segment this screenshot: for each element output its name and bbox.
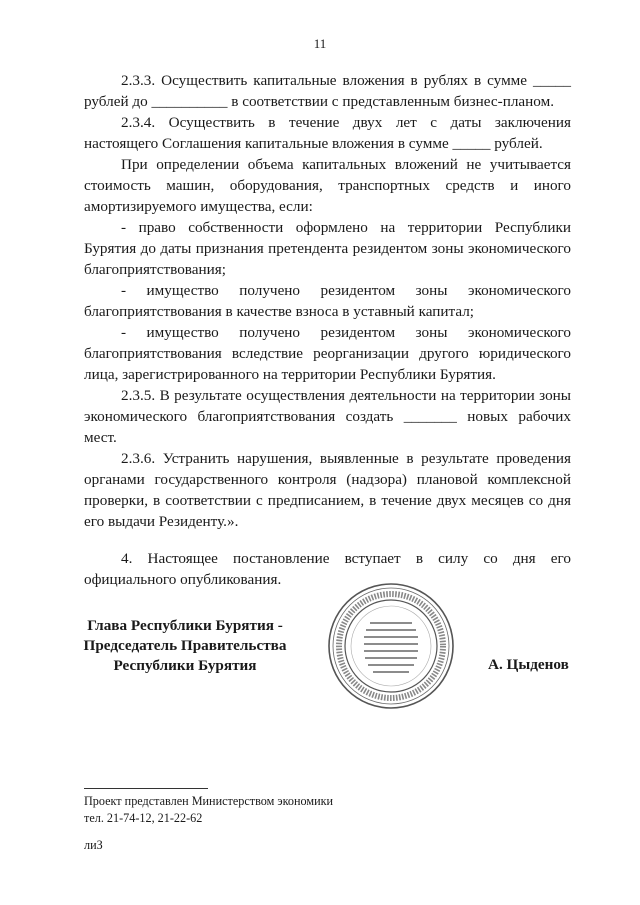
paragraph-exclusion-reorganization: - имущество получено резидентом зоны экономического благоприятствования вследствие реорганизации другого юридического лица, зарегистрированного на территории Республики Бурятия. bbox=[84, 324, 571, 383]
document-body bbox=[84, 70, 571, 590]
official-seal-stamp bbox=[326, 581, 456, 711]
paragraph-2-3-5: 2.3.5. В результате осуществления деятельности на территории зоны экономического благоприятствования создать _______ новых рабочих мест. bbox=[84, 387, 571, 446]
footnote-divider bbox=[84, 788, 208, 789]
paragraph-exclusion-ownership: - право собственности оформлено на территории Республики Бурятия до даты признания претендента резидентом зоны экономического благоприятствования; bbox=[84, 219, 571, 278]
signatory-title bbox=[70, 616, 300, 676]
footnote-phone: тел. 21-74-12, 21-22-62 bbox=[84, 811, 203, 825]
signatory-title-line: Республики Бурятия bbox=[113, 657, 257, 674]
paragraph-capital-exclusions: При определении объема капитальных вложений не учитывается стоимость машин, оборудования, транспортных средств и иного амортизируемого имущества, если: bbox=[84, 156, 571, 215]
paragraph-2-3-6: 2.3.6. Устранить нарушения, выявленные в результате проведения органами государственного контроля (надзора) плановой комплексной проверки, в соответствии с предписанием, в течение двух месяцев со дня его выдачи Резиденту.». bbox=[84, 450, 571, 530]
signatory-name: А. Цыденов bbox=[488, 656, 569, 673]
paragraph-exclusion-contribution: - имущество получено резидентом зоны экономического благоприятствования в качестве взноса в уставный капитал; bbox=[84, 282, 571, 320]
footnote-ministry: Проект представлен Министерством экономики bbox=[84, 794, 334, 808]
signatory-title-line: Глава Республики Бурятия - bbox=[87, 617, 283, 634]
paragraph-2-3-4: 2.3.4. Осуществить в течение двух лет с даты заключения настоящего Соглашения капитальные вложения в сумме _____ рублей. bbox=[84, 114, 571, 152]
paragraph-2-3-3: 2.3.3. Осуществить капитальные вложения в рублях в сумме _____ рублей до __________ в соответствии с представленным бизнес-планом. bbox=[84, 72, 571, 110]
signatory-title-line: Председатель Правительства bbox=[83, 637, 287, 654]
footnote bbox=[84, 793, 333, 854]
paragraph-effective-date: 4. Настоящее постановление вступает в силу со дня его официального опубликования. bbox=[84, 550, 571, 588]
footnote-code: лиЗ bbox=[84, 838, 103, 852]
page-number: 11 bbox=[313, 36, 327, 51]
